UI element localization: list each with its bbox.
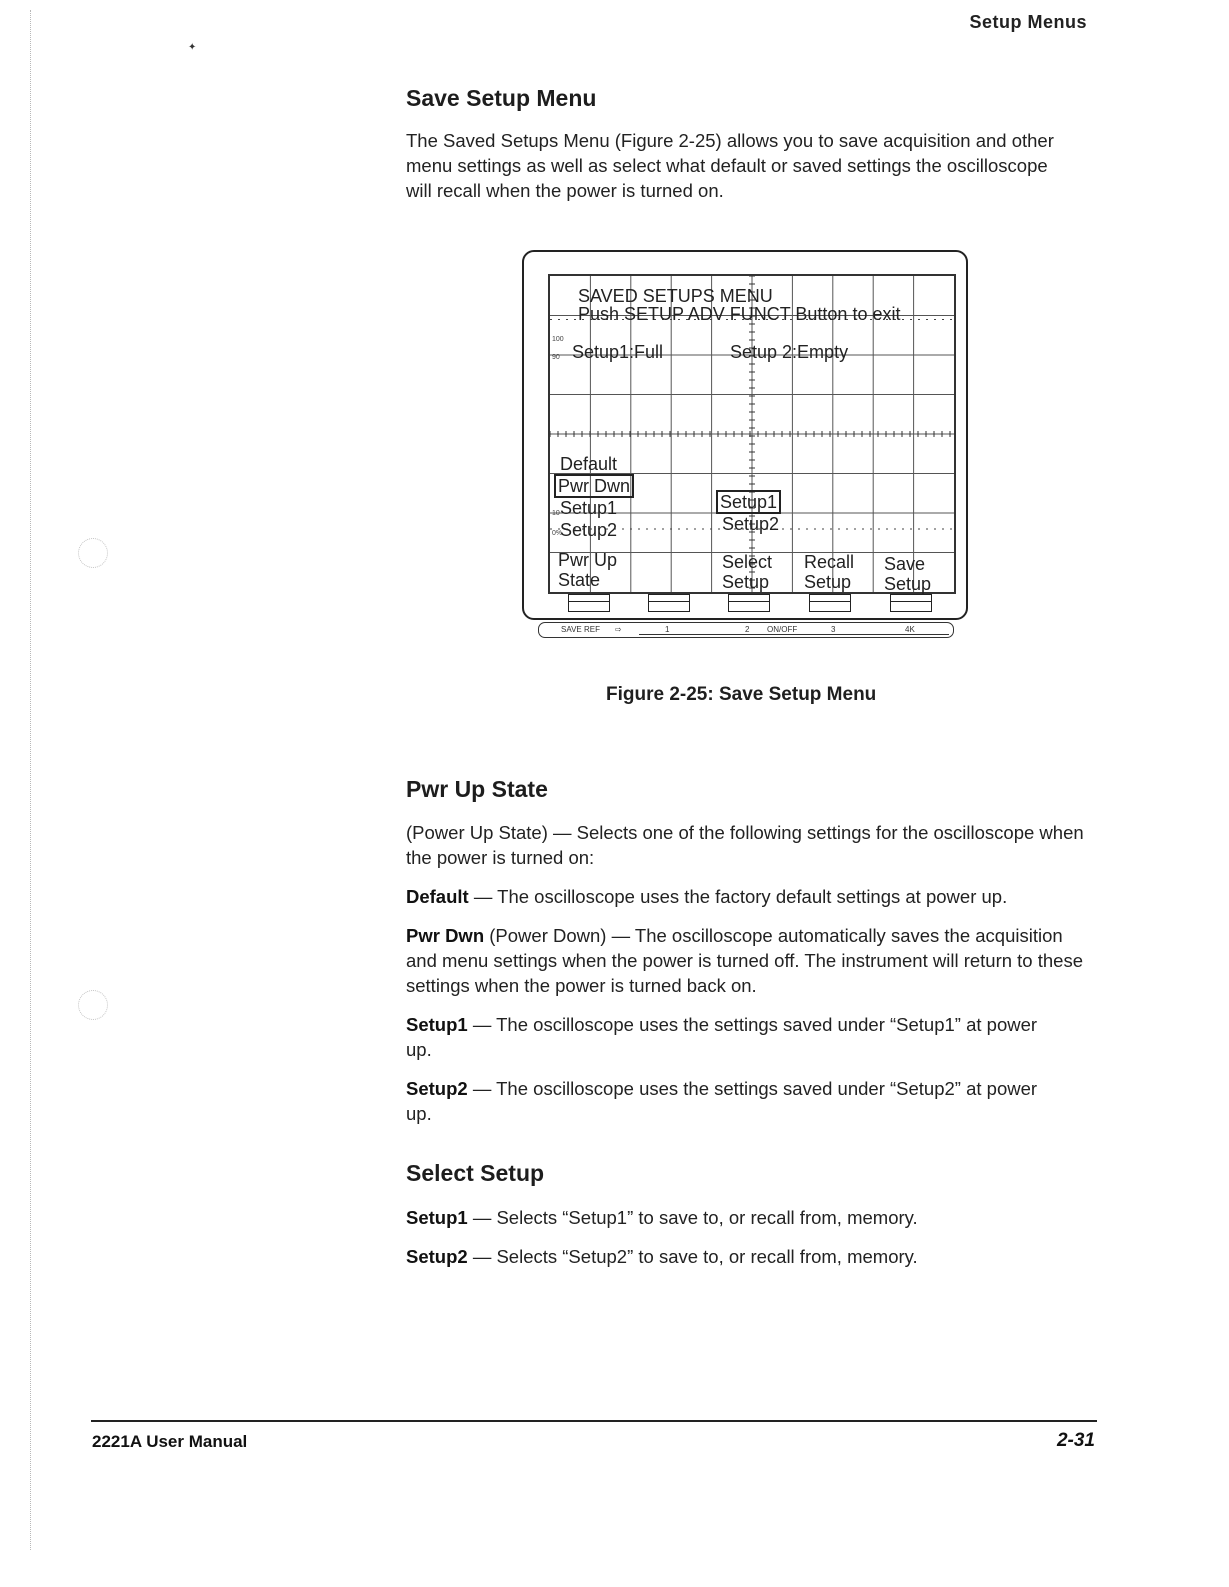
pwrup-option-pwr-dwn[interactable]: Pwr Dwn [554, 474, 634, 498]
pwrup-option-setup2[interactable]: Setup2 [560, 520, 618, 540]
scale-label: 10 [552, 510, 560, 517]
pwr-up-item-setup2: Setup2 — The oscilloscope uses the settings saved under “Setup2” at power up. [406, 1078, 1038, 1124]
softkey-button[interactable] [728, 594, 770, 612]
footer-page-number: 2-31 [1056, 1430, 1095, 1451]
softkey-button[interactable] [568, 594, 610, 612]
screen-subtitle: Push SETUP ADV FUNCT Button to exit [578, 304, 901, 324]
save-setup-intro: The Saved Setups Menu (Figure 2-25) allows you to save acquisition and other menu settings as well as select what default or saved settings the oscilloscope will recall when the power is turned on. [406, 130, 1054, 201]
pwrup-option-setup1[interactable]: Setup1 [560, 498, 618, 518]
scale-label: 90 [552, 354, 560, 361]
pwr-up-item-default: Default — The oscilloscope uses the factory default settings at power up. [406, 886, 1008, 907]
pwr-up-item-setup1: Setup1 — The oscilloscope uses the settings saved under “Setup1” at power up. [406, 1014, 1038, 1060]
status-setup2: Setup 2:Empty [730, 342, 849, 362]
softkey-button[interactable] [890, 594, 932, 612]
menu-label-recall-setup[interactable]: Recall Setup [804, 552, 855, 592]
menu-label-save-setup[interactable]: Save Setup [884, 554, 932, 594]
control-strip [538, 622, 954, 638]
strip-mem: 4K [905, 625, 915, 634]
menu-label-pwr-up-state[interactable]: Pwr Up State [558, 550, 618, 590]
pwr-up-intro: (Power Up State) — Selects one of the following settings for the oscilloscope when the power is turned on: [406, 822, 1084, 868]
softkey-button[interactable] [648, 594, 690, 612]
pwr-up-item-pwr-dwn: Pwr Dwn (Power Down) — The oscilloscope automatically saves the acquisition and menu settings when the power is turned off. The instrument will return to these settings when the power is turned back on. [406, 925, 1083, 996]
strip-ch1: 1 [665, 625, 670, 634]
select-option-setup1[interactable]: Setup1 [716, 490, 781, 514]
page-edge-rule [30, 10, 31, 1550]
status-setup1: Setup1:Full [572, 342, 664, 362]
running-header: Setup Menus [969, 12, 1087, 32]
binder-hole-icon [78, 990, 108, 1020]
strip-ch3: 3 [831, 625, 836, 634]
scope-bezel [522, 250, 968, 620]
scope-screen [548, 274, 956, 594]
select-option-setup2[interactable]: Setup2 [722, 514, 780, 534]
screen-title: SAVED SETUPS MENU [578, 286, 773, 306]
binder-hole-icon [78, 538, 108, 568]
section-heading-save-setup: Save Setup Menu [406, 85, 597, 111]
select-setup-item-setup2: Setup2 — Selects “Setup2” to save to, or recall from, memory. [406, 1246, 918, 1267]
save-ref-arrow-icon: ⇨ [615, 625, 622, 634]
footer-rule [91, 1420, 1097, 1422]
select-setup-item-setup1: Setup1 — Selects “Setup1” to save to, or recall from, memory. [406, 1207, 918, 1228]
section-heading-select-setup: Select Setup [406, 1160, 545, 1186]
scan-speck: ✦ [188, 42, 197, 53]
strip-ch2: 2 [745, 625, 750, 634]
strip-line [639, 634, 949, 635]
scale-label: 100 [552, 336, 564, 343]
section-heading-pwr-up-state: Pwr Up State [406, 776, 548, 802]
strip-save-ref: SAVE REF [561, 625, 600, 634]
strip-onoff: ON/OFF [767, 625, 798, 634]
scale-label: 0% [552, 530, 563, 537]
pwrup-option-default[interactable]: Default [560, 454, 618, 474]
footer-manual-title: 2221A User Manual [92, 1432, 248, 1451]
menu-label-select-setup[interactable]: Select Setup [722, 552, 773, 592]
figure-caption: Figure 2-25: Save Setup Menu [606, 684, 877, 705]
softkey-button[interactable] [809, 594, 851, 612]
figure-save-setup-menu [522, 250, 968, 642]
